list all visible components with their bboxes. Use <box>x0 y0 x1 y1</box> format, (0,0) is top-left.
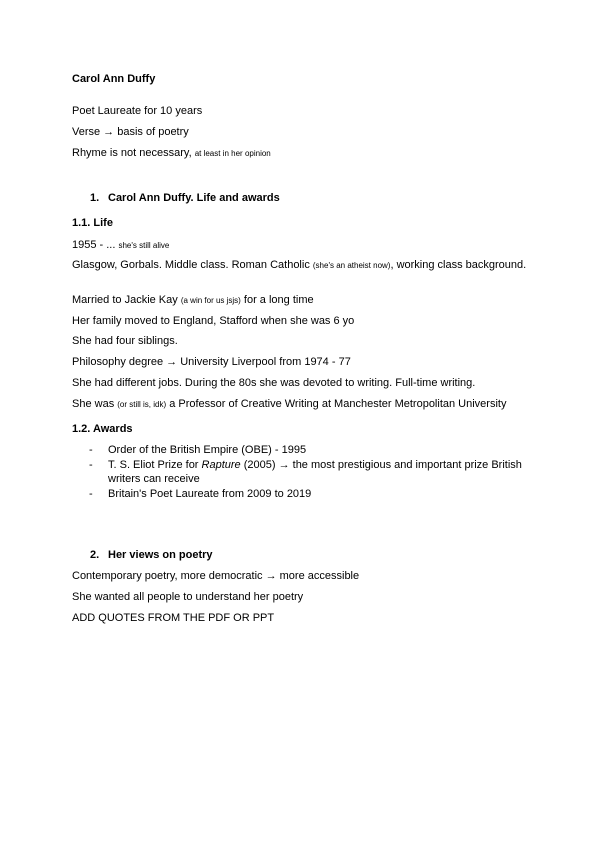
origin-text-b: , working class background. <box>390 259 527 271</box>
eliot-text-a: T. S. Eliot Prize for <box>108 459 202 471</box>
life-philosophy: Philosophy degree → University Liverpool from 1974 - 77 <box>72 356 351 368</box>
dates-text: 1955 - ... <box>72 239 119 251</box>
eliot-book-title: Rapture <box>201 459 241 471</box>
award-item-eliot <box>90 458 530 486</box>
life-heading: 1.1. Life <box>72 217 113 229</box>
married-text-b: for a long time <box>240 294 314 306</box>
views-line-todo: ADD QUOTES FROM THE PDF OR PPT <box>72 612 275 624</box>
rhyme-note: at least in her opinion <box>194 149 271 158</box>
award-item-obe <box>90 443 530 457</box>
origin-note: (she's an atheist now) <box>312 261 391 270</box>
professor-note: (or still is, idk) <box>117 400 167 409</box>
life-siblings: She had four siblings. <box>72 335 178 347</box>
married-text-a: Married to Jackie Kay <box>72 294 181 306</box>
section2-heading <box>90 548 213 562</box>
bullet-dash: - <box>89 459 93 471</box>
life-dates <box>72 238 169 253</box>
eliot-text-b: (2005) → the most prestigious and important prize British writers can receive <box>108 459 522 485</box>
section1-title: Carol Ann Duffy. Life and awards <box>108 192 280 204</box>
dates-note: she's still alive <box>118 241 170 250</box>
life-moved: Her family moved to England, Stafford when she was 6 yo <box>72 315 355 327</box>
section1-number: 1. <box>90 192 100 204</box>
document-title: Carol Ann Duffy <box>72 73 156 85</box>
section2-number: 2. <box>90 549 100 561</box>
bullet-dash: - <box>89 488 93 500</box>
professor-text-a: She was <box>72 398 118 410</box>
award-item-obe-text: Order of the British Empire (OBE) - 1995 <box>108 444 307 456</box>
origin-text-a: Glasgow, Gorbals. Middle class. Roman Catholic <box>72 259 313 271</box>
life-married <box>72 293 314 308</box>
awards-heading: 1.2. Awards <box>72 423 133 435</box>
rhyme-text: Rhyme is not necessary, <box>72 147 195 159</box>
professor-text-b: a Professor of Creative Writing at Manchester Metropolitan University <box>166 398 507 410</box>
life-professor <box>72 397 506 412</box>
married-note: (a win for us jsjs) <box>180 296 241 305</box>
intro-line-rhyme <box>72 146 271 161</box>
award-item-laureate-text: Britain's Poet Laureate from 2009 to 2019 <box>108 488 312 500</box>
award-item-eliot-text <box>108 458 530 486</box>
views-line-understand: She wanted all people to understand her poetry <box>72 591 304 603</box>
intro-line-verse: Verse → basis of poetry <box>72 126 189 138</box>
bullet-dash: - <box>89 444 93 456</box>
award-item-laureate <box>90 487 530 501</box>
section2-title: Her views on poetry <box>108 549 213 561</box>
life-origin-paragraph <box>72 258 527 273</box>
views-line-democratic: Contemporary poetry, more democratic → more accessible <box>72 570 360 582</box>
life-jobs: She had different jobs. During the 80s she was devoted to writing. Full-time writing. <box>72 377 476 389</box>
intro-line-laureate: Poet Laureate for 10 years <box>72 105 203 117</box>
section1-heading <box>90 191 280 205</box>
